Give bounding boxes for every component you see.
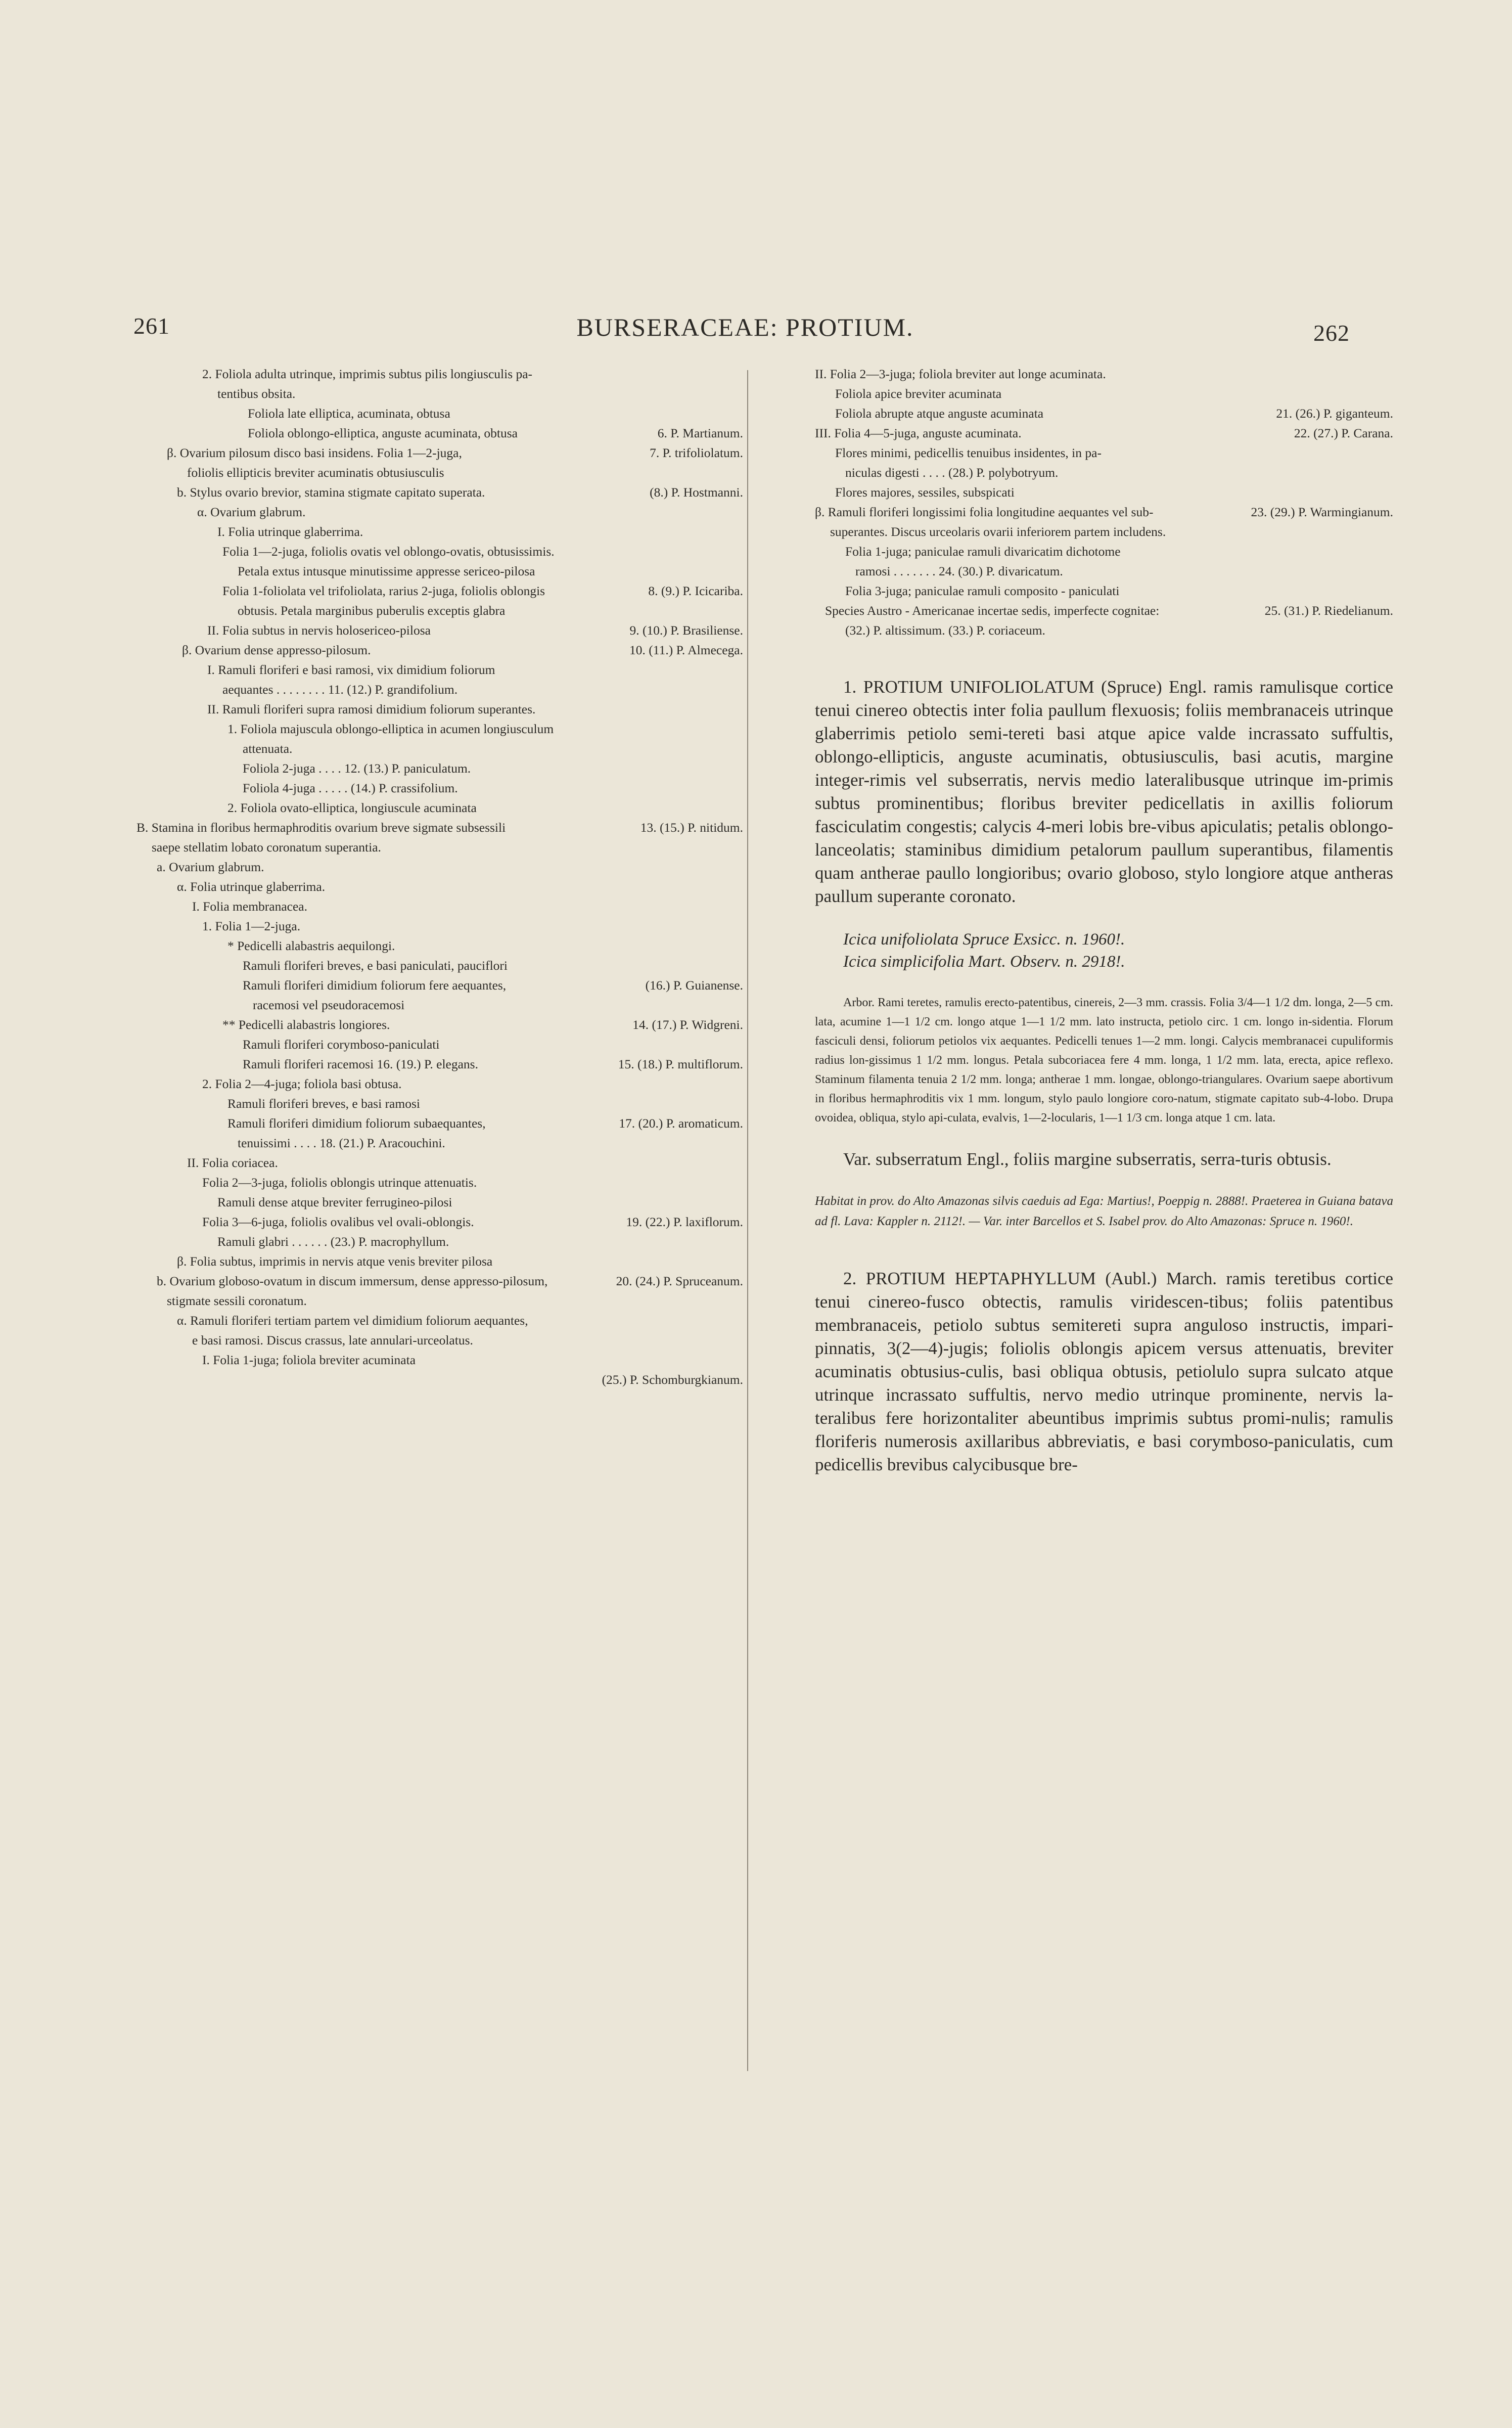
key-text: 1. Folia 1—2-juga. xyxy=(202,919,301,933)
left_column-line xyxy=(136,936,743,956)
right_column_key-line xyxy=(815,522,1393,542)
species-number: (16.) P. Guianense. xyxy=(645,978,743,993)
key-text: e basi ramosi. Discus crassus, late annulari-urceolatus. xyxy=(192,1333,473,1347)
key-text: α. Folia utrinque glaberrima. xyxy=(177,879,326,894)
left_column-line xyxy=(136,1311,743,1330)
key-text: Ramuli floriferi breves, e basi ramosi xyxy=(227,1096,420,1111)
key-text: attenuata. xyxy=(243,741,293,756)
left_column-line xyxy=(136,719,743,739)
key-text: 2. Folia 2—4-juga; foliola basi obtusa. xyxy=(202,1076,402,1091)
species-number: 8. (9.) P. Icicariba. xyxy=(648,583,743,598)
left_column-line xyxy=(136,680,743,699)
key-text: Ramuli floriferi breves, e basi paniculati, pauciflori xyxy=(243,958,508,973)
key-text: β. Ovarium dense appresso-pilosum. xyxy=(182,643,371,657)
key-text: I. Folia membranacea. xyxy=(192,899,307,914)
key-text: aequantes . . . . . . . . 11. (12.) P. grandifolium. xyxy=(222,682,458,697)
key-text: Ramuli floriferi dimidium foliorum subaequantes, xyxy=(227,1116,486,1131)
left_column-line xyxy=(136,1035,743,1054)
key-text: II. Ramuli floriferi supra ramosi dimidium foliorum superantes. xyxy=(207,702,536,716)
left_column-line xyxy=(136,443,743,463)
key-text: β. Folia subtus, imprimis in nervis atque venis breviter pilosa xyxy=(177,1254,493,1269)
species-1-habitat: Habitat in prov. do Alto Amazonas silvis caeduis ad Ega: Martius!, Poeppig n. 2888!. Praeterea in Guiana batava ad fl. Lava: Kappler n. 2112!. — Var. inter Barcellos et S. Isabel prov. do Alto Amazonas: Spruce n. 1960!. xyxy=(815,1194,1393,1228)
left_column-line xyxy=(136,818,743,837)
right_column_key-line xyxy=(815,620,1393,640)
key-text: Folia 3-juga; paniculae ramuli composito - paniculati xyxy=(845,583,1120,598)
key-text: Foliola apice breviter acuminata xyxy=(835,386,1002,401)
species-2-heading: 2. PROTIUM HEPTAPHYLLUM (Aubl.) March. xyxy=(843,1269,1217,1288)
species-number: 13. (15.) P. nitidum. xyxy=(640,820,743,835)
right_column_key-line xyxy=(815,502,1393,522)
key-text: * Pedicelli alabastris aequilongi. xyxy=(227,938,395,953)
left_column-line xyxy=(136,896,743,916)
species-number: 25. (31.) P. Riedelianum. xyxy=(1264,603,1393,618)
species-1-variety: Var. subserratum Engl., foliis margine subserratis, serra-turis obtusis. xyxy=(843,1149,1332,1169)
key-text: ** Pedicelli alabastris longiores. xyxy=(222,1017,390,1032)
left_column-line xyxy=(136,482,743,502)
left_column-line xyxy=(136,995,743,1015)
key-text: Foliola oblongo-elliptica, anguste acuminata, obtusa xyxy=(248,426,518,440)
species-number: (8.) P. Hostmanni. xyxy=(650,485,743,500)
right_column_key-line xyxy=(815,482,1393,502)
key-text: Petala extus intusque minutissime appresse sericeo-pilosa xyxy=(238,564,535,578)
key-text: Ramuli floriferi racemosi 16. (19.) P. elegans. xyxy=(243,1057,478,1071)
key-text: Folia 3—6-juga, foliolis ovalibus vel ovali-oblongis. xyxy=(202,1215,474,1229)
left_column-line xyxy=(136,1074,743,1094)
left_column-line xyxy=(136,1015,743,1035)
key-text: saepe stellatim lobato coronatum superantia. xyxy=(152,840,381,855)
key-text: Ramuli floriferi corymboso-paniculati xyxy=(243,1037,440,1052)
species-2-diagnosis: ramis teretibus cortice tenui cinereo-fusco obtectis, ramulis viridescen-tibus; foliis patentibus membranaceis, petiolo subtus semitereti supra anguloso instructis, impari-pinnatis, 3(2—4)-jugis; foliolis oblongis apicem versus attenuatis, breviter acuminatis obtusius-culis, basi obliqua obtusis, petiolulo supra sulcato atque utrinque incrassato suffultis, nervo medio utrinque prominente, nervis la-teralibus fere horizontaliter abeuntibus imprimis subtus promi-nulis; ramulis floriferis numerosis axillaribus abbreviatis, e basi corymboso-paniculatis, cum pedicellis brevibus calycibusque bre- xyxy=(815,1269,1394,1474)
species-number: 19. (22.) P. laxiflorum. xyxy=(626,1215,743,1229)
key-text: ramosi . . . . . . . 24. (30.) P. divaricatum. xyxy=(855,564,1063,578)
species-number: 20. (24.) P. Spruceanum. xyxy=(616,1274,743,1288)
right_column_key-line xyxy=(815,561,1393,581)
left_column-line xyxy=(136,463,743,482)
key-text: Ramuli dense atque breviter ferrugineo-pilosi xyxy=(217,1195,452,1209)
left_column-line xyxy=(136,561,743,581)
left_column-line xyxy=(136,778,743,798)
key-text: a. Ovarium glabrum. xyxy=(157,860,264,874)
left_column-line xyxy=(136,522,743,542)
key-text: b. Ovarium globoso-ovatum in discum immersum, dense appresso-pilosum, xyxy=(157,1274,548,1288)
left_column-line xyxy=(136,1350,743,1370)
right-column-key xyxy=(815,364,1393,640)
left_column-line xyxy=(136,1271,743,1291)
key-text: 2. Foliola ovato-elliptica, longiuscule acuminata xyxy=(227,800,477,815)
key-text: tentibus obsita. xyxy=(217,386,296,401)
left_column-line xyxy=(136,837,743,857)
key-text: b. Stylus ovario brevior, stamina stigmate capitato superata. xyxy=(177,485,485,500)
species-number: 10. (11.) P. Almecega. xyxy=(629,643,743,657)
key-text: Flores minimi, pedicellis tenuibus insidentes, in pa- xyxy=(835,445,1102,460)
key-text: Foliola 2-juga . . . . 12. (13.) P. paniculatum. xyxy=(243,761,471,776)
key-text: 2. Foliola adulta utrinque, imprimis subtus pilis longiusculis pa- xyxy=(202,367,533,381)
left_column-line xyxy=(136,758,743,778)
right_column_key-line xyxy=(815,403,1393,423)
left_column-line xyxy=(136,1113,743,1133)
species-number: 14. (17.) P. Widgreni. xyxy=(632,1017,743,1032)
left_column-line xyxy=(136,975,743,995)
species-number: 21. (26.) P. giganteum. xyxy=(1276,406,1393,421)
species-1-description: Arbor. Rami teretes, ramulis erecto-patentibus, cinereis, 2—3 mm. crassis. Folia 3/4—1 1/2 dm. longa, 2—5 cm. lata, acumine 1—1 1/2 cm. longo atque 1—1 1/2 mm. lato instructa, petiolo circ. 1 cm. longo in-sidentia. Florum fasciculi densi, foliorum petiolos vix aequantes. Pedicelli tenues 1—2 mm. longi. Calycis membranacei cupuliformis radius lon-gissimus 1 1/2 mm. longus. Petala subcoriacea fere 4 mm. longa, 1 1/2 mm. lata, erecta, apice reflexo. Staminum filamenta tenuia 2 1/2 mm. longa; antherae 1 mm. longae, oblongo-triangulares. Ovarium saepe abortivum in floribus hermaphroditis vix 1 mm. longum, stylo paulo longiore coro-natum, stigmate capitato sub-4-lobo. Drupa ovoidea, obliqua, stylo api-culata, evalvis, 1—2-locularis, 1—1 1/3 cm. longa atque 1 cm. lata. xyxy=(815,996,1393,1125)
running-title: BURSERACEAE: PROTIUM. xyxy=(576,313,914,341)
key-text: II. Folia 2—3-juga; foliola breviter aut longe acuminata. xyxy=(815,367,1106,381)
left_column-line xyxy=(136,1232,743,1251)
left_column-line xyxy=(136,423,743,443)
species-1-synonym-2: Icica simplicifolia Mart. Observ. n. 2918!. xyxy=(843,953,1125,971)
left_column-line xyxy=(136,1054,743,1074)
key-text: stigmate sessili coronatum. xyxy=(167,1293,307,1308)
left_column-line xyxy=(136,739,743,758)
key-text: I. Ramuli floriferi e basi ramosi, vix dimidium foliorum xyxy=(207,662,495,677)
key-text: Flores majores, sessiles, subspicati xyxy=(835,485,1015,500)
key-text: Folia 1-juga; paniculae ramuli divaricatim dichotome xyxy=(845,544,1121,559)
left_column-line xyxy=(136,581,743,601)
species-1-diagnosis: ramis ramulisque cortice tenui cinereo obtectis inter folia paullum flexuosis; foliis membranaceis utrinque glaberrimis petiolo semi-tereti basi atque apice valde incrassato suffultis, oblongo-ellipticis, anguste acuminatis, obtusiusculis, basi acutis, margine integer-rimis vel subserratis, nervis medio lateralibusque utrinque im-primis subtus prominentibus; floribus breviter pedicellatis in axillis foliorum fasciculatim congestis; calycis 4-meri lobis bre-vibus apiculatis; petalis oblongo-lanceolatis; staminibus dimidium petalorum paullum superantibus, filamentis quam antherae paullo longioribus; ovario globoso, stylo longiore atque antheras paullum superante coronato. xyxy=(815,677,1394,906)
key-text: I. Folia 1-juga; foliola breviter acuminata xyxy=(202,1353,416,1367)
key-text: B. Stamina in floribus hermaphroditis ovarium breve sigmate subsessili xyxy=(136,820,506,835)
left_column-line xyxy=(136,502,743,522)
left_column-line xyxy=(136,403,743,423)
key-text: Species Austro - Americanae incertae sedis, imperfecte cognitae: xyxy=(825,603,1160,618)
species-2-entry xyxy=(815,1267,1393,1476)
right_column_key-line xyxy=(815,384,1393,403)
key-text: Foliola late elliptica, acuminata, obtusa xyxy=(248,406,450,421)
left_column-line xyxy=(136,1291,743,1311)
key-text: tenuissimi . . . . 18. (21.) P. Aracouchini. xyxy=(238,1136,445,1150)
left_column-line xyxy=(136,1251,743,1271)
left_column-line xyxy=(136,916,743,936)
key-text: Ramuli glabri . . . . . . (23.) P. macrophyllum. xyxy=(217,1234,449,1249)
left_column-line xyxy=(136,1173,743,1192)
species-number: (25.) P. Schomburgkianum. xyxy=(602,1372,743,1387)
species-1-synonym-1: Icica unifoliolata Spruce Exsicc. n. 1960!. xyxy=(843,930,1125,949)
left-column-key xyxy=(136,364,743,1387)
page-number-left: 261 xyxy=(133,313,170,339)
key-text: Folia 2—3-juga, foliolis oblongis utrinque attenuatis. xyxy=(202,1175,477,1190)
key-text: 1. Foliola majuscula oblongo-elliptica in acumen longiusculum xyxy=(227,722,554,736)
right_column_key-line xyxy=(815,581,1393,601)
right_column_key-line xyxy=(815,364,1393,384)
species-number: 6. P. Martianum. xyxy=(657,426,743,440)
key-text: I. Folia utrinque glaberrima. xyxy=(217,524,363,539)
left_column-line xyxy=(136,1153,743,1173)
page-number-right: 262 xyxy=(1313,320,1350,346)
right_column_key-line xyxy=(815,542,1393,561)
left_column-line xyxy=(136,877,743,896)
key-text: Foliola abrupte atque anguste acuminata xyxy=(835,406,1044,421)
species-number: 9. (10.) P. Brasiliense. xyxy=(629,623,743,638)
key-text: Ramuli floriferi dimidium foliorum fere aequantes, xyxy=(243,978,507,993)
key-text: Folia 1-foliolata vel trifoliolata, rarius 2-juga, foliolis oblongis xyxy=(222,583,545,598)
right_column_key-line xyxy=(815,601,1393,620)
left_column-line xyxy=(136,384,743,403)
right-column xyxy=(815,364,1393,1476)
key-text: niculas digesti . . . . (28.) P. polybotryum. xyxy=(845,465,1059,480)
key-text: obtusis. Petala marginibus puberulis exceptis glabra xyxy=(238,603,506,618)
key-text: Foliola 4-juga . . . . . (14.) P. crassifolium. xyxy=(243,781,458,795)
species-1-heading: 1. PROTIUM UNIFOLIOLATUM (Spruce) Engl. xyxy=(843,677,1207,697)
left_column-line xyxy=(136,601,743,620)
key-text: superantes. Discus urceolaris ovarii inferiorem partem includens. xyxy=(830,524,1166,539)
key-text: II. Folia subtus in nervis holosericeo-pilosa xyxy=(207,623,431,638)
right_column_key-line xyxy=(815,463,1393,482)
key-text: β. Ovarium pilosum disco basi insidens. Folia 1—2-juga, xyxy=(167,445,462,460)
left_column-line xyxy=(136,956,743,975)
left_column-line xyxy=(136,1192,743,1212)
species-1-entry xyxy=(815,676,1393,908)
left_column-line xyxy=(136,1094,743,1113)
key-text: (32.) P. altissimum. (33.) P. coriaceum. xyxy=(845,623,1045,638)
key-text: III. Folia 4—5-juga, anguste acuminata. xyxy=(815,426,1022,440)
species-number: 22. (27.) P. Carana. xyxy=(1294,426,1393,440)
left_column-line xyxy=(136,640,743,660)
left_column-line xyxy=(136,620,743,640)
left_column-line xyxy=(136,364,743,384)
left_column-line xyxy=(136,699,743,719)
left_column-line xyxy=(136,542,743,561)
key-text: foliolis ellipticis breviter acuminatis obtusiusculis xyxy=(187,465,444,480)
left_column-line xyxy=(136,798,743,818)
column-divider xyxy=(747,370,748,2071)
key-text: racemosi vel pseudoracemosi xyxy=(253,998,405,1012)
right_column_key-line xyxy=(815,423,1393,443)
left_column-line xyxy=(136,857,743,877)
species-number: 17. (20.) P. aromaticum. xyxy=(619,1116,743,1131)
key-text: α. Ramuli floriferi tertiam partem vel dimidium foliorum aequantes, xyxy=(177,1313,528,1328)
left_column-line xyxy=(136,660,743,680)
species-number: 15. (18.) P. multiflorum. xyxy=(618,1057,743,1071)
left_column-line xyxy=(136,1330,743,1350)
right_column_key-line xyxy=(815,443,1393,463)
key-text: α. Ovarium glabrum. xyxy=(197,505,306,519)
species-number: 23. (29.) P. Warmingianum. xyxy=(1251,505,1393,519)
left_column-line xyxy=(136,1212,743,1232)
key-text: II. Folia coriacea. xyxy=(187,1155,278,1170)
left_column-line xyxy=(136,1133,743,1153)
key-text: Folia 1—2-juga, foliolis ovatis vel oblongo-ovatis, obtusissimis. xyxy=(222,544,555,559)
key-text: β. Ramuli floriferi longissimi folia longitudine aequantes vel sub- xyxy=(815,505,1154,519)
species-number: 7. P. trifoliolatum. xyxy=(650,445,743,460)
